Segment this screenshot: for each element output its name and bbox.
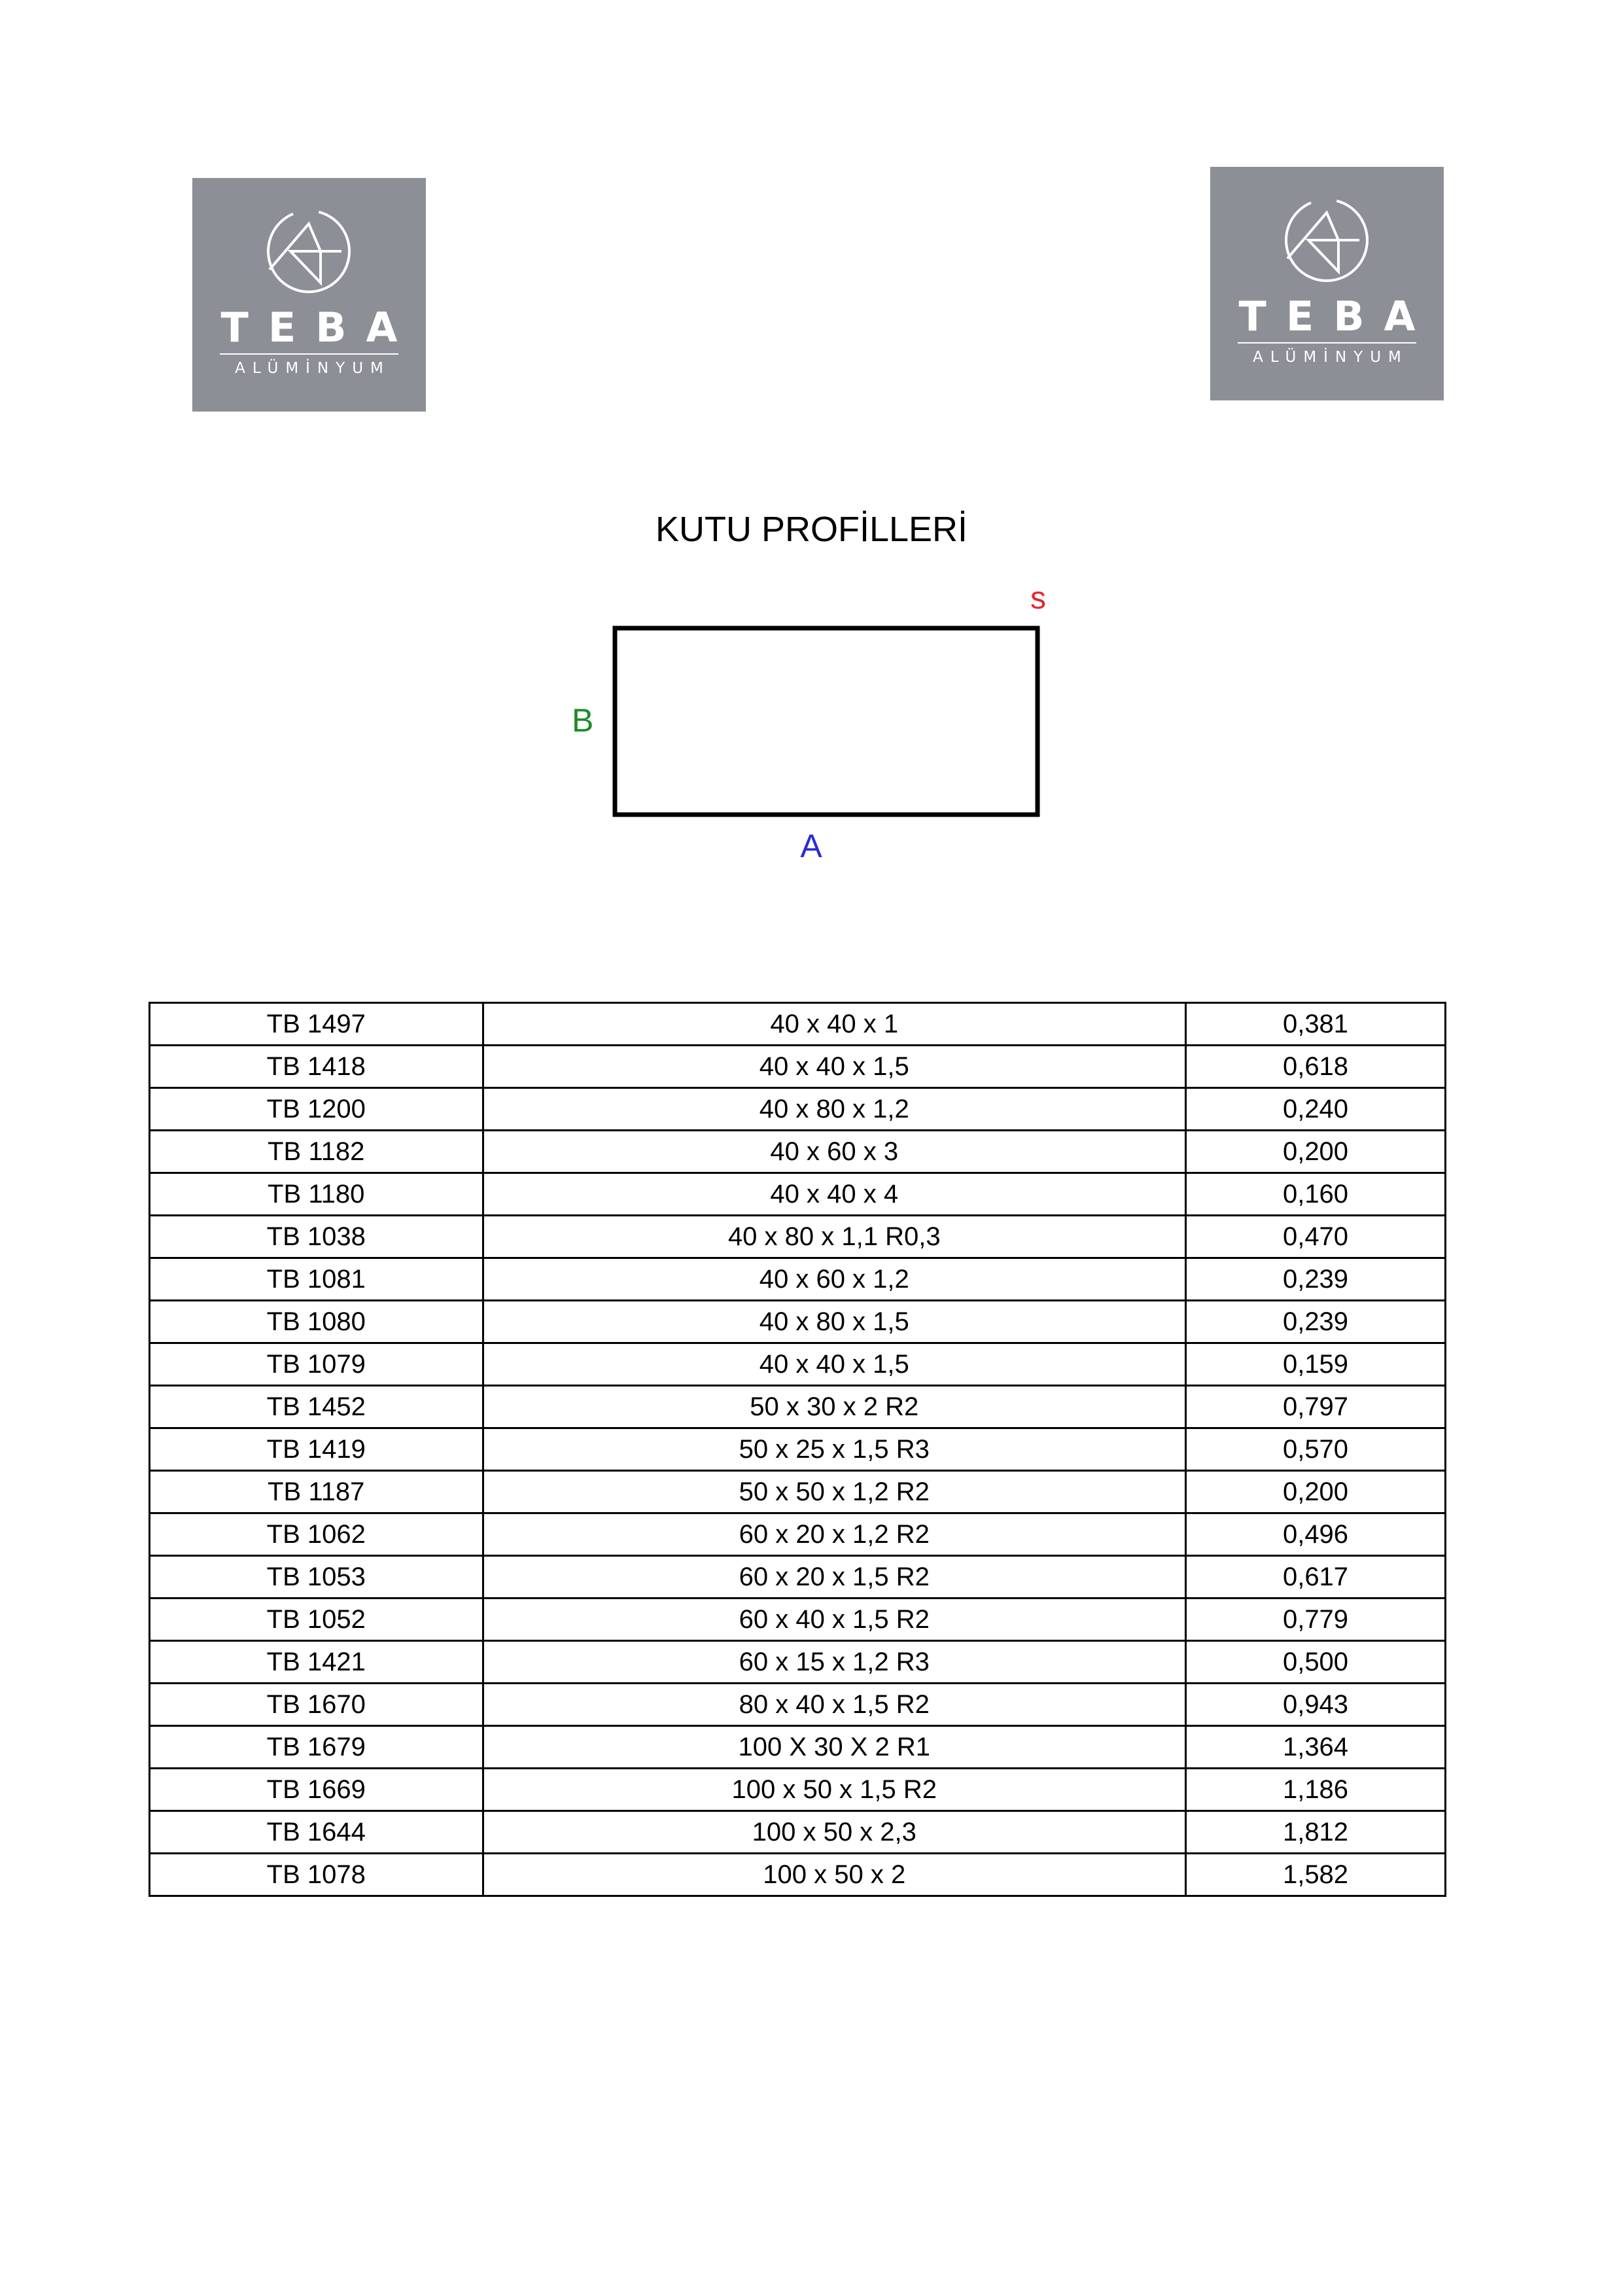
profile-size-cell: 50 x 30 x 2 R2 [483, 1386, 1186, 1428]
profile-size-cell: 40 x 40 x 1 [483, 1003, 1186, 1046]
profile-weight-cell: 0,500 [1186, 1641, 1446, 1684]
profile-weight-cell: 0,239 [1186, 1301, 1446, 1343]
profile-code-cell: TB 1644 [150, 1811, 483, 1854]
table-row [150, 1343, 1446, 1386]
page-title: KUTU PROFİLLERİ [655, 510, 968, 549]
profile-weight-cell: 0,381 [1186, 1003, 1446, 1046]
table-row [150, 1046, 1446, 1088]
profile-code-cell: TB 1187 [150, 1471, 483, 1513]
profile-size-cell: 100 x 50 x 2 [483, 1854, 1186, 1896]
profile-weight-cell: 0,570 [1186, 1428, 1446, 1471]
profile-weight-cell: 1,364 [1186, 1726, 1446, 1769]
logo-brand-text: TEBA [1238, 292, 1435, 340]
profile-size-cell: 60 x 20 x 1,5 R2 [483, 1556, 1186, 1598]
logo-subtitle-text: ALÜMİNYUM [235, 360, 391, 377]
profile-size-cell: 50 x 25 x 1,5 R3 [483, 1428, 1186, 1471]
profile-size-cell: 50 x 50 x 1,2 R2 [483, 1471, 1186, 1513]
logo-brand-text: TEBA [220, 304, 417, 351]
profile-code-cell: TB 1078 [150, 1854, 483, 1896]
table-row [150, 1301, 1446, 1343]
profile-size-cell: 40 x 80 x 1,5 [483, 1301, 1186, 1343]
table-row [150, 1556, 1446, 1598]
table-row [150, 1428, 1446, 1471]
profile-weight-cell: 0,618 [1186, 1046, 1446, 1088]
profile-weight-cell: 0,239 [1186, 1258, 1446, 1301]
profile-weight-cell: 0,200 [1186, 1471, 1446, 1513]
profile-size-cell: 100 x 50 x 2,3 [483, 1811, 1186, 1854]
profile-code-cell: TB 1079 [150, 1343, 483, 1386]
profile-code-cell: TB 1038 [150, 1216, 483, 1258]
profile-code-cell: TB 1679 [150, 1726, 483, 1769]
profile-code-cell: TB 1080 [150, 1301, 483, 1343]
profile-size-cell: 80 x 40 x 1,5 R2 [483, 1684, 1186, 1726]
teba-logo-left [192, 178, 426, 412]
profile-code-cell: TB 1200 [150, 1088, 483, 1131]
profile-weight-cell: 0,470 [1186, 1216, 1446, 1258]
logo-divider [1238, 342, 1416, 344]
table-row [150, 1088, 1446, 1131]
width-label: A [800, 828, 822, 864]
profile-size-cell: 40 x 80 x 1,1 R0,3 [483, 1216, 1186, 1258]
table-row [150, 1598, 1446, 1641]
profile-size-cell: 40 x 80 x 1,2 [483, 1088, 1186, 1131]
profile-weight-cell: 0,200 [1186, 1131, 1446, 1173]
profile-code-cell: TB 1062 [150, 1513, 483, 1556]
table-row [150, 1726, 1446, 1769]
profile-weight-cell: 0,496 [1186, 1513, 1446, 1556]
table-row [150, 1258, 1446, 1301]
profile-size-cell: 60 x 15 x 1,2 R3 [483, 1641, 1186, 1684]
profile-code-cell: TB 1418 [150, 1046, 483, 1088]
profile-rectangle [615, 628, 1038, 815]
height-label: B [572, 702, 594, 739]
profile-size-cell: 40 x 60 x 3 [483, 1131, 1186, 1173]
profile-size-cell: 40 x 40 x 4 [483, 1173, 1186, 1216]
profile-size-cell: 100 X 30 X 2 R1 [483, 1726, 1186, 1769]
profile-size-cell: 40 x 60 x 1,2 [483, 1258, 1186, 1301]
table-row [150, 1513, 1446, 1556]
profile-size-cell: 60 x 40 x 1,5 R2 [483, 1598, 1186, 1641]
profile-size-cell: 100 x 50 x 1,5 R2 [483, 1769, 1186, 1811]
profile-code-cell: TB 1669 [150, 1769, 483, 1811]
profiles-table [148, 1002, 1446, 1897]
profile-weight-cell: 0,159 [1186, 1343, 1446, 1386]
thickness-label: s [1030, 581, 1046, 616]
table-row [150, 1854, 1446, 1896]
profile-code-cell: TB 1419 [150, 1428, 483, 1471]
profile-weight-cell: 0,943 [1186, 1684, 1446, 1726]
profile-code-cell: TB 1670 [150, 1684, 483, 1726]
table-row [150, 1811, 1446, 1854]
profile-code-cell: TB 1053 [150, 1556, 483, 1598]
box-profile-diagram [563, 576, 1060, 864]
table-row [150, 1131, 1446, 1173]
profile-code-cell: TB 1052 [150, 1598, 483, 1641]
profile-weight-cell: 0,160 [1186, 1173, 1446, 1216]
teba-logo-right [1210, 167, 1444, 400]
profile-size-cell: 60 x 20 x 1,2 R2 [483, 1513, 1186, 1556]
profile-code-cell: TB 1182 [150, 1131, 483, 1173]
table-row [150, 1173, 1446, 1216]
profile-weight-cell: 1,812 [1186, 1811, 1446, 1854]
profile-weight-cell: 0,240 [1186, 1088, 1446, 1131]
table-row [150, 1471, 1446, 1513]
table-row [150, 1769, 1446, 1811]
profile-code-cell: TB 1452 [150, 1386, 483, 1428]
table-row [150, 1386, 1446, 1428]
profile-weight-cell: 1,186 [1186, 1769, 1446, 1811]
table-row [150, 1216, 1446, 1258]
profile-size-cell: 40 x 40 x 1,5 [483, 1046, 1186, 1088]
logo-divider [220, 353, 398, 355]
profile-weight-cell: 0,617 [1186, 1556, 1446, 1598]
profile-code-cell: TB 1497 [150, 1003, 483, 1046]
logo-subtitle-text: ALÜMİNYUM [1253, 349, 1408, 366]
profile-code-cell: TB 1421 [150, 1641, 483, 1684]
profile-code-cell: TB 1180 [150, 1173, 483, 1216]
profile-weight-cell: 0,797 [1186, 1386, 1446, 1428]
profile-weight-cell: 0,779 [1186, 1598, 1446, 1641]
table-row [150, 1003, 1446, 1046]
profile-code-cell: TB 1081 [150, 1258, 483, 1301]
table-row [150, 1641, 1446, 1684]
profile-size-cell: 40 x 40 x 1,5 [483, 1343, 1186, 1386]
profile-weight-cell: 1,582 [1186, 1854, 1446, 1896]
table-row [150, 1684, 1446, 1726]
